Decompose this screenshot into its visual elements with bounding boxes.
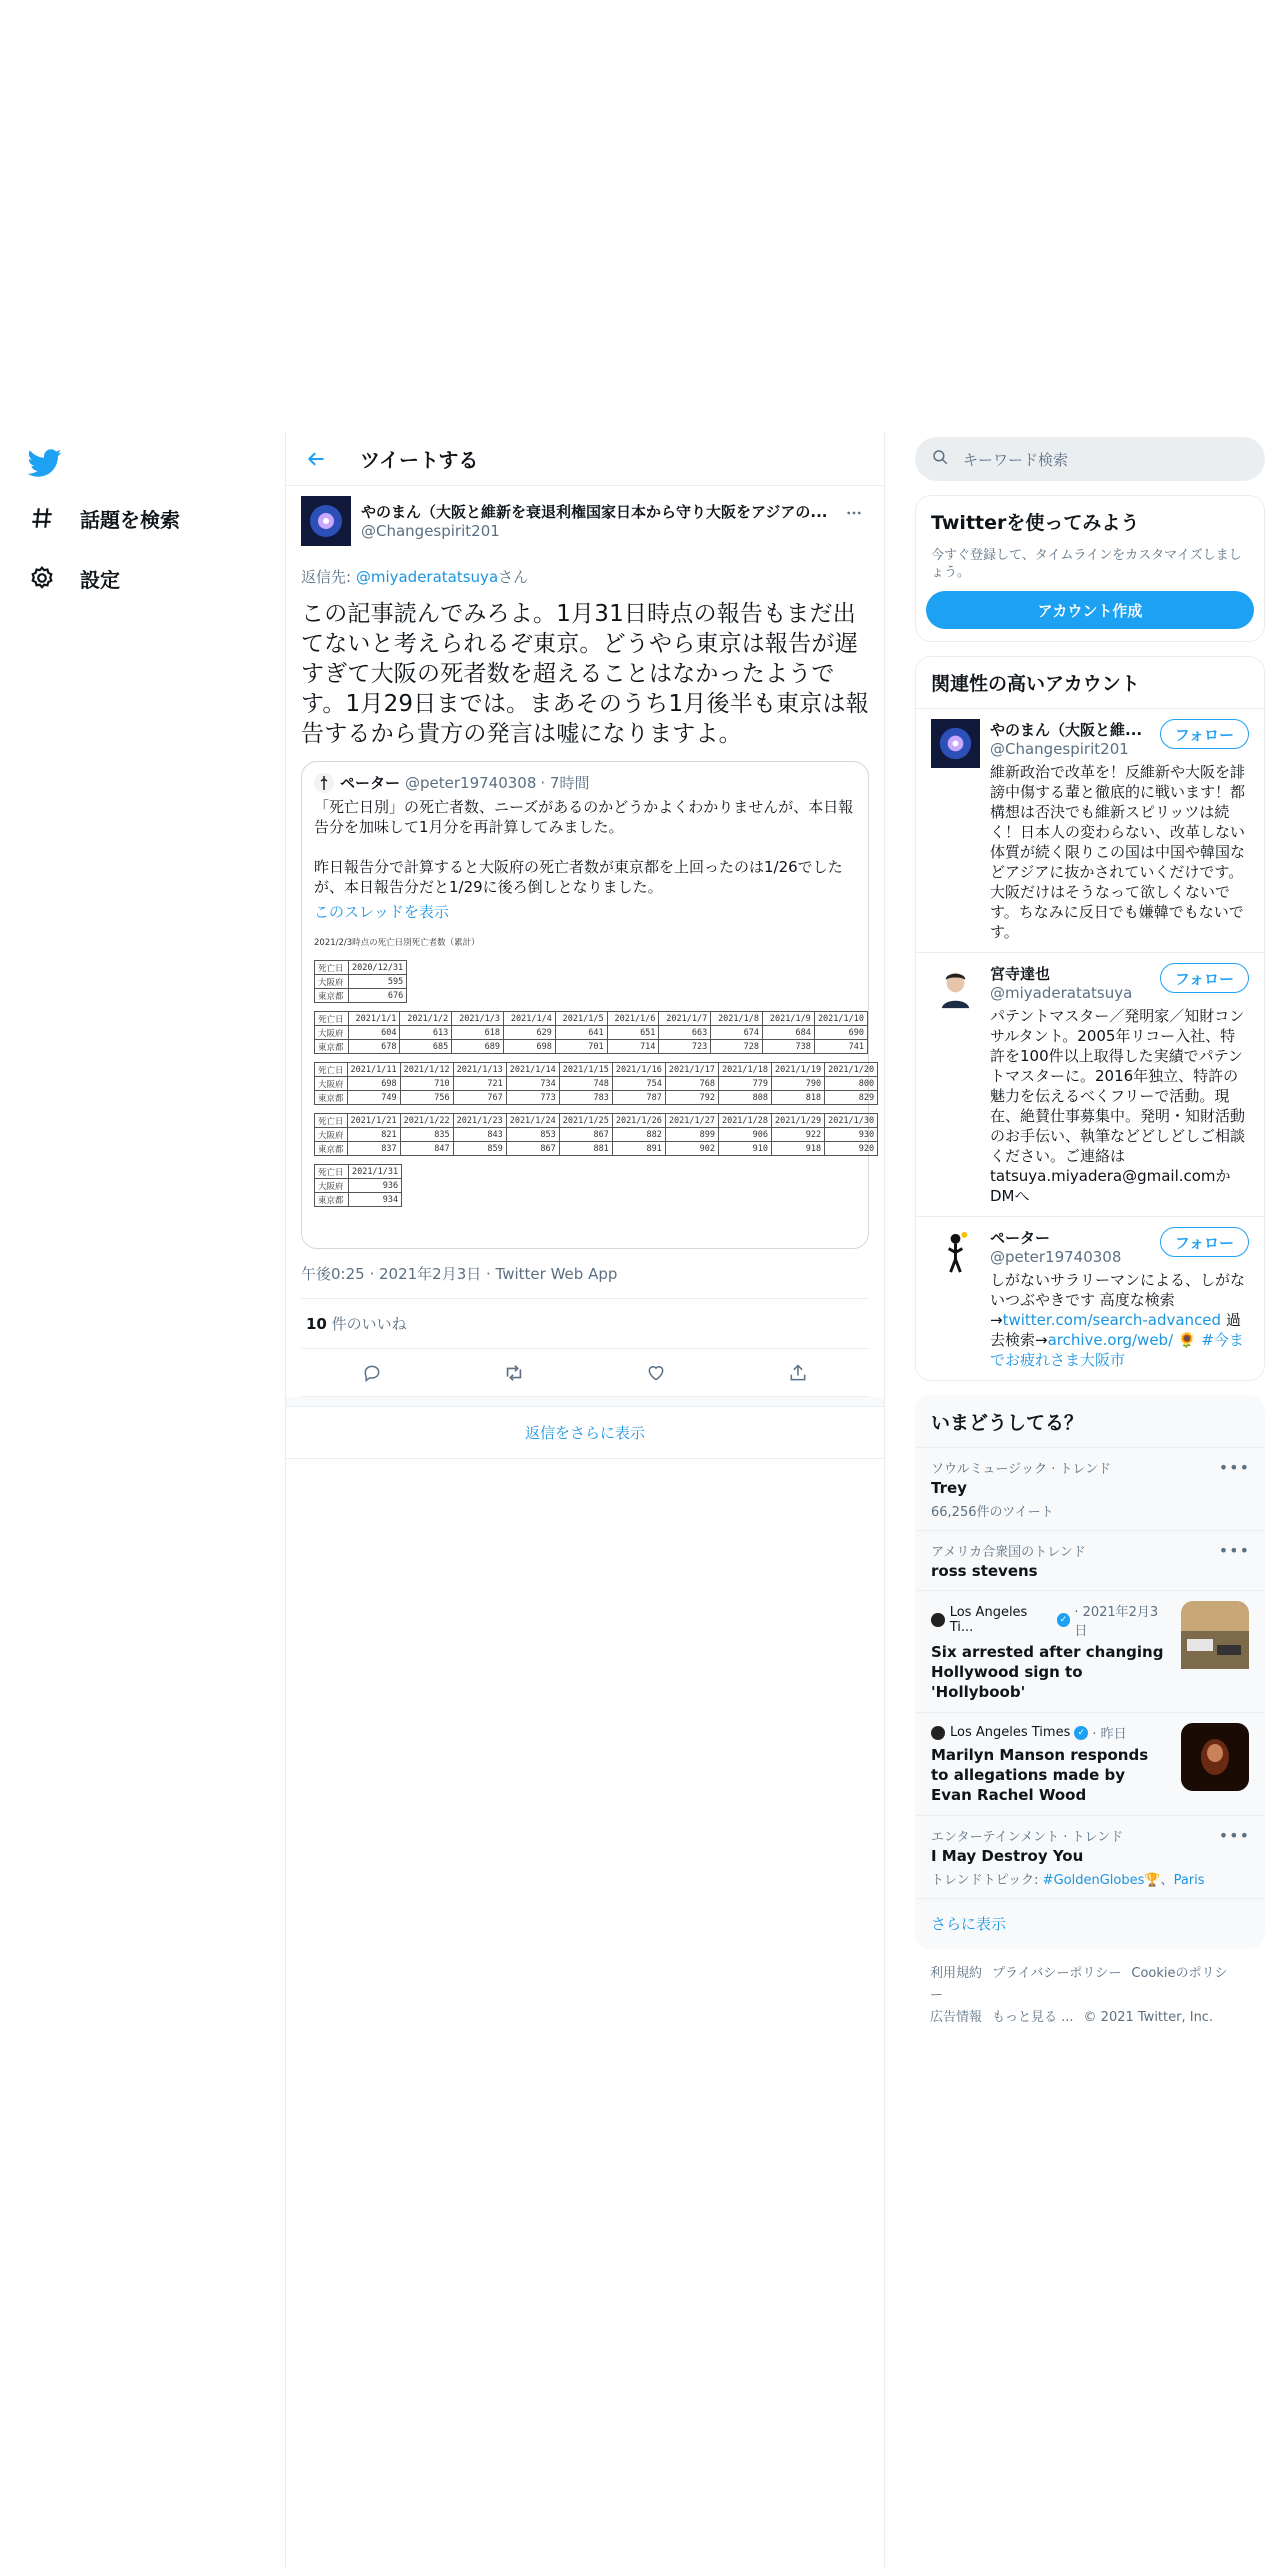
cell: 663 [659,1026,711,1040]
cell: 2021/1/17 [665,1063,718,1077]
nav-settings[interactable] [28,556,120,600]
row-label: 死亡日 [315,1165,349,1179]
tweet-text: この記事読んでみろよ。1月31日時点の報告もまだ出てないと考えられるぞ東京。どうやら東京は報告が遅すぎて大阪の死者数を超えることはなかったようです。1月29日までは。まあそのうち1月後半も東京は報告するから貴方の発言は嘘になりますよ。 [301,601,869,747]
cell: 2021/1/25 [559,1114,612,1128]
cell: 787 [612,1091,665,1105]
news-headline: Marilyn Manson responds to allegations made by Evan Rachel Wood [931,1746,1149,1804]
quote-username: @peter19740308 [405,773,537,792]
quoted-tweet[interactable] [301,761,875,1249]
cell: 2021/1/11 [347,1063,400,1077]
topics-label: トレンドトピック: [931,1873,1043,1888]
twitter-logo-icon[interactable] [28,446,62,480]
hashtag-icon [28,504,56,532]
topic-separator: 、 [1160,1873,1174,1888]
cell: 2021/1/8 [711,1012,763,1026]
signup-description: 今すぐ登録して、タイムラインをカスタマイズしましょう。 [931,548,1242,580]
cell: 2021/1/4 [504,1012,556,1026]
cell: 818 [772,1091,825,1105]
cell: 2021/1/28 [718,1114,771,1128]
account-item[interactable] [916,708,1264,952]
spreadsheet-table [314,1113,878,1156]
cell: 678 [348,1040,400,1054]
cell: 2021/1/13 [453,1063,506,1077]
cell: 684 [763,1026,815,1040]
tweet-timestamp[interactable]: 午後0:25 · 2021年2月3日 · Twitter Web App [301,1249,869,1299]
gear-icon [28,564,56,592]
golden-globe-emoji: 🏆 [1144,1873,1161,1888]
trend-context: エンターテインメント · トレンド [931,1830,1124,1845]
tweet-actions [301,1349,869,1397]
cell: 2021/1/27 [665,1114,718,1128]
trend-name: Trey [931,1479,967,1497]
avatar[interactable] [301,496,351,546]
reply-icon[interactable] [355,1356,389,1390]
avatar[interactable] [931,719,980,768]
row-label: 死亡日 [315,961,349,975]
avatar[interactable] [931,963,980,1012]
footer-link[interactable]: Cookieのポリシー [930,1966,1228,2003]
news-source: Los Angeles Ti... [949,1605,1028,1635]
cell: 685 [400,1040,452,1054]
cell: 641 [555,1026,607,1040]
news-source: Los Angeles Times [950,1725,1071,1740]
quote-time: · 7時間 [540,774,590,792]
cell: 2021/1/22 [400,1114,453,1128]
cell: 651 [607,1026,659,1040]
cell: 936 [349,1179,402,1193]
account-handle: @miyaderatatsuya [990,984,1133,1002]
share-icon[interactable] [781,1356,815,1390]
row-label: 東京都 [315,989,349,1003]
likes-number: 10 [306,1315,327,1333]
signup-title: Twitterを使ってみよう [931,512,1140,534]
account-bio: 維新政治で改革を！反維新や大阪を誹謗中傷する輩と徹底的に戦います！都構想は否決でも維新スピリッツは続く！日本人の変わらない、改革しない体質が続く限りこの国は中国や韓国などアジアに抜かされていくだけです。大阪だけはそうなって欲しくないです。ちなみに反日でも嫌韓でもないです。 [990,763,1246,941]
cell: 920 [825,1142,878,1156]
like-heart-icon[interactable] [639,1356,673,1390]
cell: 800 [825,1077,878,1091]
cell: 2021/1/10 [814,1012,867,1026]
cell: 676 [349,989,407,1003]
cell: 2021/1/6 [607,1012,659,1026]
cell: 910 [718,1142,771,1156]
cell: 2021/1/29 [772,1114,825,1128]
more-options-icon[interactable] [839,498,869,528]
cell: 721 [453,1077,506,1091]
follow-button[interactable]: フォロー [1160,719,1249,749]
news-item[interactable] [916,1590,1264,1712]
more-options-icon[interactable]: ••• [1218,1826,1250,1845]
relevant-accounts-title: 関連性の高いアカウント [931,673,1140,695]
cell: 2020/12/31 [349,961,407,975]
sunflower-emoji: 🌻 [1173,1331,1202,1349]
cell: 867 [559,1128,612,1142]
trend-item[interactable] [916,1815,1264,1898]
reply-to-line [301,566,869,587]
cell: 808 [718,1091,771,1105]
cell: 2021/1/7 [659,1012,711,1026]
cell: 723 [659,1040,711,1054]
show-more-trends-link[interactable]: さらに表示 [916,1898,1264,1948]
news-item[interactable] [916,1712,1264,1815]
cell: 714 [607,1040,659,1054]
trend-name: ross stevens [931,1562,1038,1580]
cell: 2021/1/16 [612,1063,665,1077]
cell: 2021/1/21 [347,1114,400,1128]
cell: 2021/1/5 [555,1012,607,1026]
search-placeholder: キーワード検索 [963,450,1069,469]
cell: 690 [814,1026,867,1040]
spreadsheet-caption: 2021/2/3時点の死亡日別死亡者数（累計） [314,938,480,948]
tweet-author [301,496,869,554]
cell: 674 [711,1026,763,1040]
account-name[interactable]: やのまん（大阪と維... [990,721,1143,739]
more-options-icon[interactable]: ••• [1218,1458,1250,1477]
copyright: © 2021 Twitter, Inc. [1083,2010,1214,2025]
follow-button[interactable]: フォロー [1160,1227,1249,1257]
row-label: 東京都 [315,1142,348,1156]
focused-tweet [286,486,884,1397]
cell: 698 [504,1040,556,1054]
news-thumbnail [1181,1723,1249,1791]
trend-context: アメリカ合衆国のトレンド [931,1545,1086,1560]
signup-card [915,495,1265,642]
source-logo-icon [931,1613,945,1627]
footer-link[interactable]: 利用規約 [930,1966,983,1981]
cell: 2021/1/20 [825,1063,878,1077]
follow-button[interactable]: フォロー [1160,963,1249,993]
footer-link[interactable]: 広告情報 [930,2010,983,2025]
bio-hashtag-link[interactable]: #今までお疲れさま大阪市 [990,1331,1244,1369]
relevant-accounts-card [915,656,1265,1381]
trend-item[interactable] [916,1530,1264,1590]
trend-topics [931,1869,1249,1888]
cell: 613 [400,1026,452,1040]
news-time: · 2021年2月3日 [1074,1605,1159,1639]
cell: 767 [453,1091,506,1105]
author-display-name[interactable]: やのまん（大阪と維新を衰退利権国家日本から守り大阪をアジアの... [361,503,828,521]
cell: 930 [825,1128,878,1142]
cell: 779 [718,1077,771,1091]
page-title: ツイートする [360,448,479,472]
cell: 2021/1/3 [452,1012,504,1026]
row-label: 東京都 [315,1040,349,1054]
trend-item[interactable] [916,1447,1264,1530]
news-thumbnail [1181,1601,1249,1669]
spreadsheet-table [314,960,407,1003]
cell: 768 [665,1077,718,1091]
trend-context: ソウルミュージック · トレンド [931,1462,1112,1477]
page-header [286,432,884,486]
row-label: 死亡日 [315,1012,349,1026]
verified-icon: ✓ [1057,1613,1071,1627]
row-label: 大阪府 [315,1077,348,1091]
cell: 689 [452,1040,504,1054]
account-name[interactable]: 宮寺達也 [990,965,1051,983]
footer-link[interactable]: プライバシーポリシー [992,1966,1122,1981]
cell: 934 [349,1193,402,1207]
news-time: · 昨日 [1092,1727,1127,1742]
show-thread-link[interactable]: このスレッドを表示 [314,903,449,921]
account-handle: @peter19740308 [990,1248,1122,1266]
back-arrow-icon[interactable] [296,439,336,479]
account-bio: パテントマスター／発明家／知財コンサルタント。2005年リコー入社、特許を100件以上取得した実績でパテントマスターに。2016年独立、特許の魅力を伝えるべくフリーで活動。現在、絶賛仕事募集中。発明・知財活動のお手伝い、執筆などどしどしご相談ください。ご連絡は tatsuya.miyadera@gmail.comかDMへ [990,1007,1246,1205]
cell: 773 [506,1091,559,1105]
nav-explore[interactable] [28,496,180,540]
trends-card [915,1395,1265,1949]
cell: 899 [665,1128,718,1142]
cell: 2021/1/9 [763,1012,815,1026]
search-icon [931,448,949,470]
show-more-replies-button[interactable]: 返信をさらに表示 [286,1407,884,1459]
cell: 595 [349,975,407,989]
cell: 728 [711,1040,763,1054]
right-sidebar [915,432,1265,2043]
cell: 859 [453,1142,506,1156]
cell: 629 [504,1026,556,1040]
cell: 790 [772,1077,825,1091]
row-label: 死亡日 [315,1063,348,1077]
news-headline: Six arrested after changing Hollywood sign to 'Hollyboob' [931,1643,1164,1701]
cell: 902 [665,1142,718,1156]
spreadsheet-table [314,1164,402,1207]
nav-explore-label: 話題を検索 [80,507,180,532]
cell: 2021/1/31 [349,1165,402,1179]
cell: 2021/1/12 [400,1063,453,1077]
footer [915,1949,1265,2043]
cell: 882 [612,1128,665,1142]
cell: 922 [772,1128,825,1142]
cell: 698 [347,1077,400,1091]
cell: 701 [555,1040,607,1054]
quote-display-name: ペーター [340,774,401,792]
account-handle: @Changespirit201 [990,740,1129,758]
spreadsheet-table [314,1062,878,1105]
reply-suffix: さん [498,568,529,586]
quote-spreadsheet-image [314,936,875,1207]
cell: 2021/1/14 [506,1063,559,1077]
cell: 783 [559,1091,612,1105]
cell: 891 [612,1142,665,1156]
spreadsheet-table [314,1011,868,1054]
cell: 748 [559,1077,612,1091]
cell: 2021/1/2 [400,1012,452,1026]
cell: 604 [348,1026,400,1040]
account-name[interactable]: ペーター [990,1229,1051,1247]
likes-label: 件のいいね [326,1315,407,1333]
cell: 749 [347,1091,400,1105]
cell: 2021/1/24 [506,1114,559,1128]
source-logo-icon [931,1726,945,1740]
row-label: 大阪府 [315,1128,348,1142]
cell: 2021/1/19 [772,1063,825,1077]
cell: 2021/1/15 [559,1063,612,1077]
cell: 741 [814,1040,867,1054]
main-column [285,432,885,2568]
reply-prefix: 返信先: [301,568,356,586]
bio-text: しがないサラリーマンによる、しがないつぶやきです 高度な検索→ [990,1271,1246,1329]
row-label: 大阪府 [315,975,349,989]
cell: 906 [718,1128,771,1142]
avatar[interactable] [931,1227,980,1276]
bio-mid-text: 過去検索→ [990,1311,1241,1349]
cell: 754 [612,1077,665,1091]
topic-link[interactable]: Paris [1173,1873,1205,1888]
quote-text: 「死亡日別」の死亡者数、ニーズがあるのかどうかよくわかりませんが、本日報告分を加味して1月分を再計算してみました。 昨日報告分で計算すると大阪府の死亡者数が東京都を上回ったのは1/26でしたが、本日報告分だと1/29に後ろ倒しとなりました。 [314,798,854,896]
cell: 881 [559,1142,612,1156]
author-username[interactable]: @Changespirit201 [361,522,500,540]
cell: 792 [665,1091,718,1105]
account-bio [990,1270,1249,1370]
cell: 843 [453,1128,506,1142]
reply-to-link[interactable]: @miyaderatatsuya [355,568,499,586]
more-options-icon[interactable]: ••• [1218,1541,1250,1560]
cell: 734 [506,1077,559,1091]
cell: 2021/1/26 [612,1114,665,1128]
cell: 756 [400,1091,453,1105]
cell: 710 [400,1077,453,1091]
trends-title: いまどうしてる？ [931,1412,1084,1434]
cell: 837 [347,1142,400,1156]
row-label: 死亡日 [315,1114,348,1128]
create-account-button[interactable]: アカウント作成 [926,591,1254,629]
topic-link[interactable]: #GoldenGlobes [1042,1873,1145,1888]
retweet-icon[interactable] [497,1356,531,1390]
cell: 2021/1/18 [718,1063,771,1077]
row-label: 大阪府 [315,1026,349,1040]
bio-link-archive[interactable]: archive.org/web/ [1047,1331,1174,1349]
cell: 821 [347,1128,400,1142]
section-divider [286,1397,884,1407]
likes-count[interactable] [301,1299,869,1349]
cell: 2021/1/30 [825,1114,878,1128]
cell: 2021/1/23 [453,1114,506,1128]
row-label: 大阪府 [315,1179,349,1193]
row-label: 東京都 [315,1193,349,1207]
account-item[interactable] [916,1216,1264,1380]
cell: 835 [400,1128,453,1142]
cell: 847 [400,1142,453,1156]
row-label: 東京都 [315,1091,348,1105]
account-item[interactable] [916,952,1264,1216]
cell: 2021/1/1 [348,1012,400,1026]
cell: 618 [452,1026,504,1040]
nav-settings-label: 設定 [80,567,120,592]
quote-avatar [314,773,334,793]
cell: 738 [763,1040,815,1054]
cell: 867 [506,1142,559,1156]
cell: 918 [772,1142,825,1156]
verified-icon: ✓ [1074,1726,1088,1740]
trend-name: I May Destroy You [931,1847,1084,1865]
search-box[interactable] [915,437,1265,481]
bio-link-search[interactable]: twitter.com/search-advanced [1002,1311,1222,1329]
cell: 829 [825,1091,878,1105]
cell: 853 [506,1128,559,1142]
footer-link[interactable]: もっと見る ... [992,2010,1074,2025]
trend-count: 66,256件のツイート [931,1505,1054,1520]
